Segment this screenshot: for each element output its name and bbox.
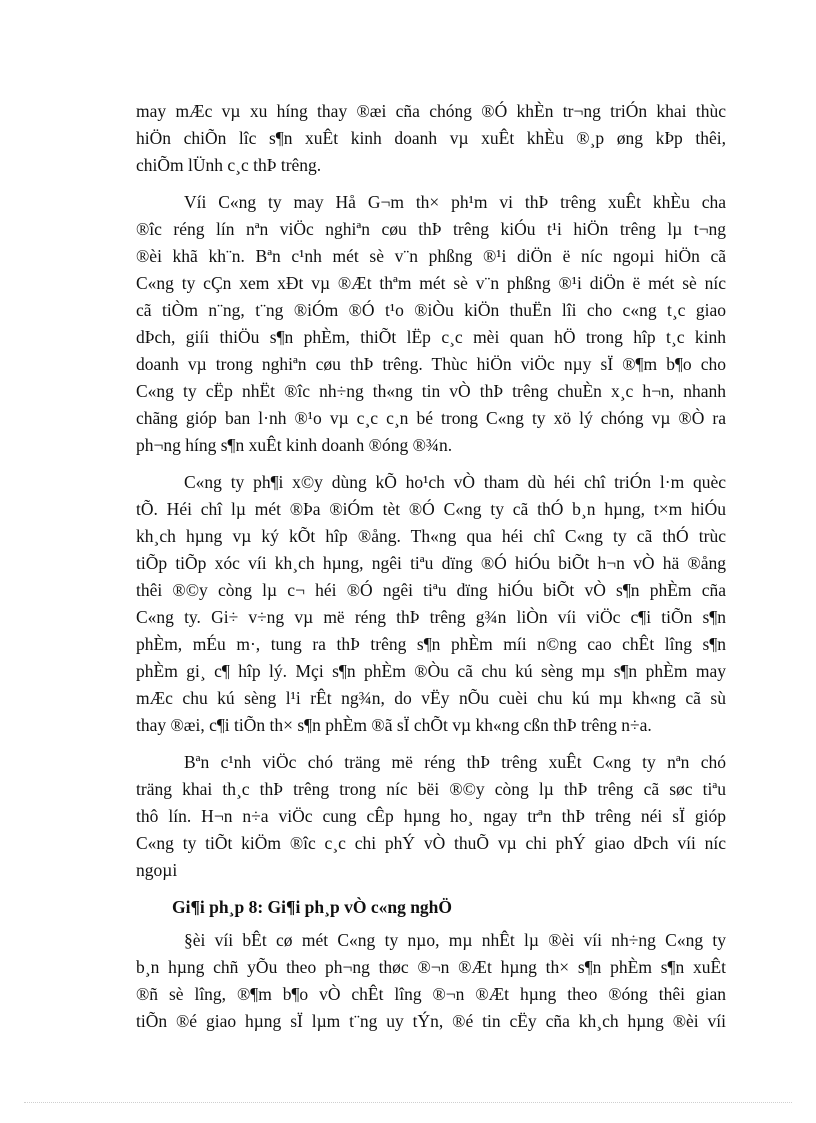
document-body <box>136 98 726 1045</box>
text-line: Víi C«ng ty may Hå G¬m th× ph¹m vi thÞ trêng xuÊt khÈu cha <box>184 192 726 212</box>
text-line: C«ng ty cÇn xem xÐt vµ ®Æt thªm mét sè v¨n phßng ®¹i diÖn ë mét sè níc <box>136 273 726 293</box>
text-line: tiÕp tiÕp xóc víi kh¸ch hµng, ngêi tiªu dïng ®Ó hiÓu biÕt h¬n vÒ hä ®ång <box>136 553 726 573</box>
section-heading: Gi¶i ph¸p 8: Gi¶i ph¸p vÒ c«ng nghÖ <box>172 897 453 917</box>
text-line: ph¬ng híng s¶n xuÊt kinh doanh ®óng ®¾n. <box>136 435 453 455</box>
paragraph-1 <box>136 98 726 179</box>
page-bottom-border <box>24 1102 792 1103</box>
text-line: b¸n hµng chñ yÕu theo ph¬ng thøc ®¬n ®Æt hµng th× s¶n phÈm s¶n xuÊt <box>136 957 726 977</box>
text-line: Bªn c¹nh viÖc chó träng më réng thÞ trêng xuÊt C«ng ty nªn chó <box>184 752 726 772</box>
paragraph-5 <box>136 927 726 1035</box>
text-line: doanh vµ trong nghiªn cøu thÞ trêng. Thùc hiÖn viÖc nµy sÏ ®¶m b¶o cho <box>136 354 726 374</box>
text-line: thô lín. H¬n n÷a viÖc cung cÊp hµng ho¸ ngay trªn thÞ trêng néi sÏ gióp <box>136 806 726 826</box>
text-line: chiÕm lÜnh c¸c thÞ trêng. <box>136 155 322 175</box>
text-line: tiÕn ®é giao hµng sÏ lµm t¨ng uy tÝn, ®é tin cËy cña kh¸ch hµng ®èi víi <box>136 1011 726 1031</box>
text-line: ngoµi <box>136 860 178 880</box>
text-line: C«ng ty ph¶i x©y dùng kÕ ho¹ch vÒ tham dù héi chî triÓn l·m quèc <box>184 472 726 492</box>
text-line: C«ng ty tiÕt kiÖm ®îc c¸c chi phÝ vÒ thuÕ vµ chi phÝ giao dÞch víi níc <box>136 833 726 853</box>
text-line: kh¸ch hµng vµ ký kÕt hîp ®ång. Th«ng qua héi chî C«ng ty cã thÓ trùc <box>136 526 726 546</box>
text-line: §èi víi bÊt cø mét C«ng ty nµo, mµ nhÊt lµ ®èi víi nh÷ng C«ng ty <box>184 930 726 950</box>
paragraph-2 <box>136 189 726 459</box>
text-line: cã tiÒm n¨ng, t¨ng ®iÓm ®Ó t¹o ®iÒu kiÖn thuËn lîi cho c«ng t¸c giao <box>136 300 726 320</box>
text-line: träng khai th¸c thÞ trêng trong níc bëi ®©y còng lµ thÞ trêng cã søc tiªu <box>136 779 726 799</box>
text-line: phÈm, mÉu m·, tung ra thÞ trêng s¶n phÈm míi n©ng cao chÊt lîng s¶n <box>136 634 726 654</box>
text-line: ®îc réng lín nªn viÖc nghiªn cøu thÞ trêng kiÓu t¹i hiÖn trêng lµ t¬ng <box>136 219 726 239</box>
text-line: C«ng ty cËp nhËt ®îc nh÷ng th«ng tin vÒ thÞ trêng chuÈn x¸c h¬n, nhanh <box>136 381 726 401</box>
text-line: C«ng ty. Gi÷ v÷ng vµ më réng thÞ trêng g¾n liÒn víi viÖc c¶i tiÕn s¶n <box>136 607 726 627</box>
text-line: phÈm gi¸ c¶ hîp lý. Mçi s¶n phÈm ®Òu cã chu kú sèng mµ s¶n phÈm may <box>136 661 726 681</box>
text-line: may mÆc vµ xu híng thay ®æi cña chóng ®Ó khÈn tr¬ng triÓn khai thùc <box>136 101 726 121</box>
text-line: chãng gióp ban l·nh ®¹o vµ c¸c c¸n bé trong C«ng ty xö lý chóng vµ ®Ò ra <box>136 408 726 428</box>
paragraph-4 <box>136 749 726 884</box>
paragraph-3 <box>136 469 726 739</box>
text-line: ®èi khã kh¨n. Bªn c¹nh mét sè v¨n phßng ®¹i diÖn ë níc ngoµi hiÖn cã <box>136 246 726 266</box>
text-line: thay ®æi, c¶i tiÕn th× s¶n phÈm ®ã sÏ chÕt vµ kh«ng cßn thÞ trêng n÷a. <box>136 715 652 735</box>
text-line: mÆc chu kú sèng l¹i rÊt ng¾n, do vËy nÕu cuèi chu kú mµ kh«ng cã sù <box>136 688 726 708</box>
text-line: ®ñ sè lîng, ®¶m b¶o vÒ chÊt lîng ®¬n ®Æt hµng theo ®óng thêi gian <box>136 984 726 1004</box>
text-line: dÞch, giíi thiÖu s¶n phÈm, thiÕt lËp c¸c mèi quan hÖ trong hîp t¸c kinh <box>136 327 726 347</box>
text-line: hiÖn chiÕn lîc s¶n xuÊt kinh doanh vµ xuÊt khÈu ®¸p øng kÞp thêi, <box>136 128 726 148</box>
text-line: tÕ. Héi chî lµ mét ®Þa ®iÓm tèt ®Ó C«ng ty cã thÓ b¸n hµng, t×m hiÓu <box>136 499 726 519</box>
text-line: thêi ®©y còng lµ c¬ héi ®Ó ngêi tiªu dïng hiÓu biÕt vÒ s¶n phÈm cña <box>136 580 726 600</box>
